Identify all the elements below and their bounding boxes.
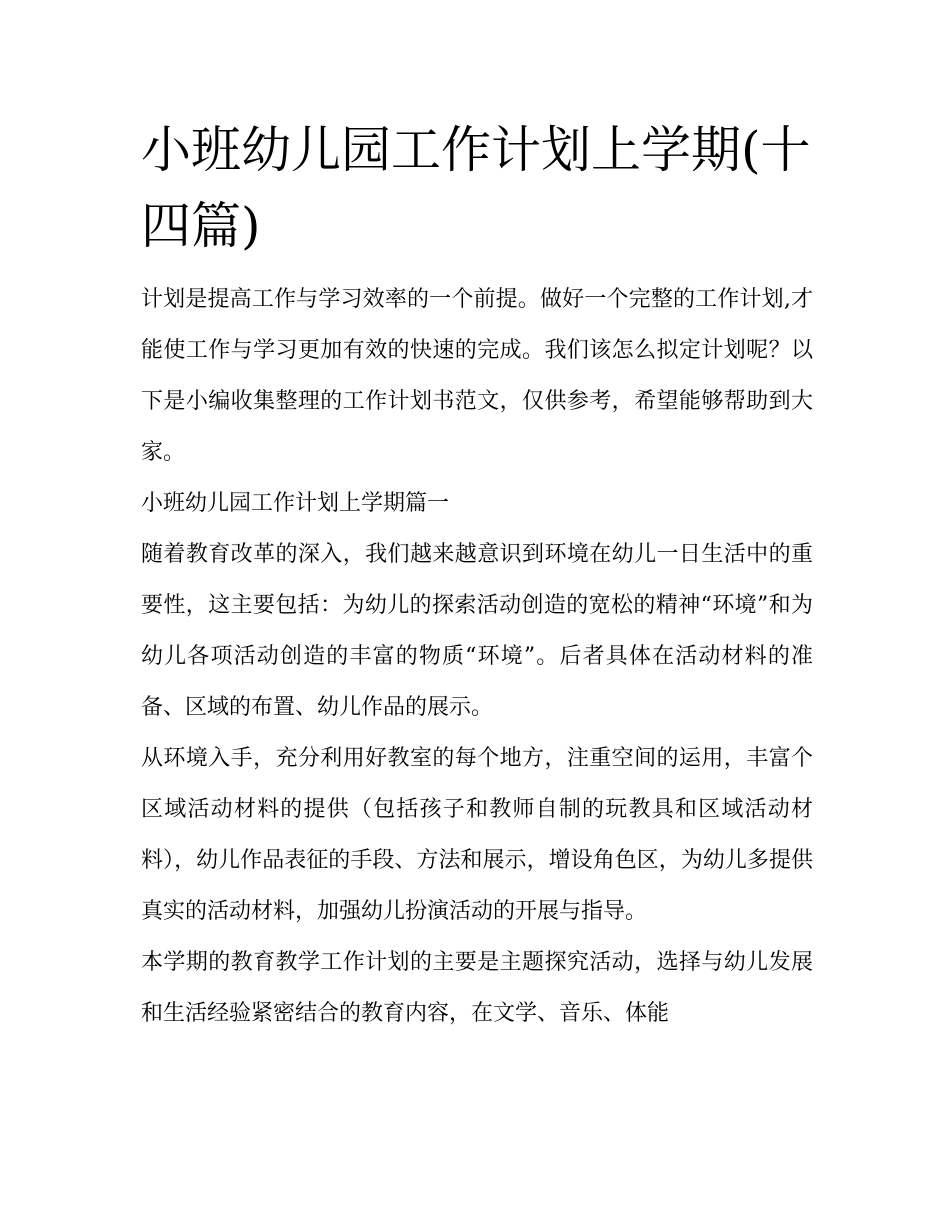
section-heading: 小班幼儿园工作计划上学期篇一 bbox=[141, 491, 450, 516]
document-title: 小班幼儿园工作计划上学期(十四篇) bbox=[141, 121, 811, 255]
intro-paragraph: 计划是提高工作与学习效率的一个前提。做好一个完整的工作计划,才能使工作与学习更加有效的快速的完成。我们该怎么拟定计划呢？以下是小编收集整理的工作计划书范文，仅供参考，希望能够帮助到大家。 bbox=[141, 287, 813, 465]
body-paragraph-classroom: 从环境入手，充分利用好教室的每个地方，注重空间的运用，丰富个区域活动材料的提供（包括孩子和教师自制的玩教具和区域活动材料），幼儿作品表征的手段、方法和展示，增设角色区，为幼儿多提供真实的活动材料，加强幼儿扮演活动的开展与指导。 bbox=[141, 746, 813, 924]
body-paragraph-curriculum: 本学期的教育教学工作计划的主要是主题探究活动，选择与幼儿发展和生活经验紧密结合的教育内容，在文学、音乐、体能 bbox=[141, 950, 813, 1026]
document-page bbox=[141, 112, 813, 1039]
body-paragraph-environment: 随着教育改革的深入，我们越来越意识到环境在幼儿一日生活中的重要性，这主要包括：为幼儿的探索活动创造的宽松的精神“环境”和为幼儿各项活动创造的丰富的物质“环境”。后者具体在活动材料的准备、区域的布置、幼儿作品的展示。 bbox=[141, 542, 813, 720]
